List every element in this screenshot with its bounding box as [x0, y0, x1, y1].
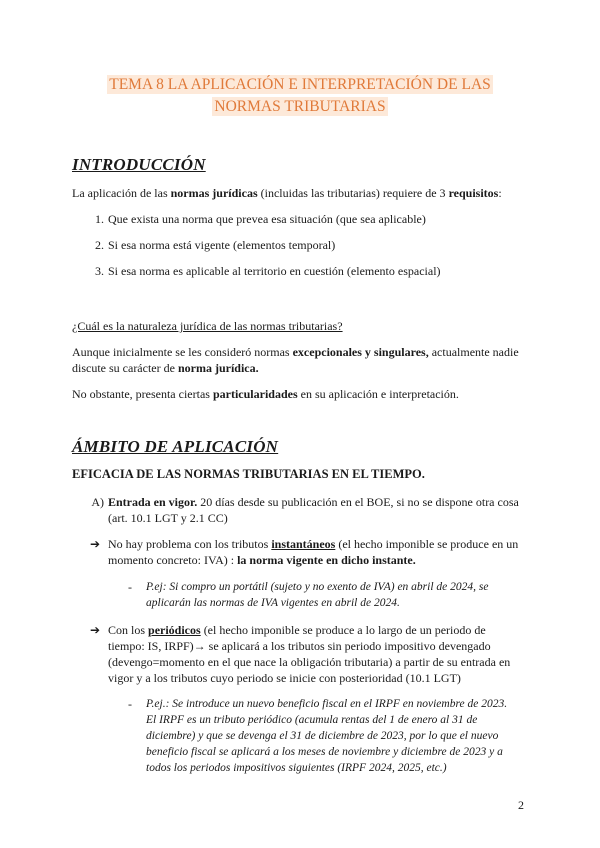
bullet-instantaneos: No hay problema con los tributos instantáneos (el hecho imponible se produce en un momento concreto: IVA) : la norma vigente en dicho instante. [108, 537, 519, 567]
answer-paragraph: Aunque inicialmente se les consideró normas excepcionales y singulares, actualmente nadie discute su carácter de norma jurídica. [72, 345, 519, 375]
arrow-bullet-icon: ➔ [90, 537, 101, 551]
page-number: 2 [518, 798, 524, 812]
ambito-heading: ÁMBITO DE APLICACIÓN [72, 437, 279, 456]
example-1: P.ej: Si compro un portátil (sujeto y no exento de IVA) en abril de 2024, se aplicarán las normas de IVA vigentes en abril de 2024. [146, 581, 489, 609]
dash-bullet: - [128, 580, 132, 594]
title-line-2: NORMAS TRIBUTARIAS [214, 98, 386, 115]
document-page: TEMA 8 LA APLICACIÓN E INTERPRETACIÓN DE LAS NORMAS TRIBUTARIAS INTRODUCCIÓN La aplicación de las normas jurídicas (incluidas las tributarias) requiere de 3 requisitos: 1. Que exista una norma que prevea esa situación (que sea aplicable) 2. Si esa norma está vigente (elementos temporal) 3. Si esa norma es aplicable al territorio en cuestión (elemento espacial) ¿Cuál es la naturaleza jurídica de las normas tributarias? Aunque inicialmente se les consideró normas excepcionales y singulares, actualmente nadie discute su carácter de norma jurídica. No obstante, presenta ciertas particularidades en su aplicación e interpretación. ÁMBITO DE APLICACIÓN EFICACIA DE LAS NORMAS TRIBUTARIAS EN EL TIEMPO. A) Entrada en vigor. 20 días desde su publicación en el BOE, si no se dispone otra cosa (art. 10.1 LGT y 2.1 CC) ➔ No hay problema con los tributos instantáneos (el hecho imponible se produce en un momento concreto: IVA) : la norma vigente en dicho instante. - P.ej: Si compro un portátil (sujeto y no exento de IVA) en abril de 2024, se aplicarán las normas de IVA vigentes en abril de 2024. ➔ Con los periódicos (el hecho imponible se produce a lo largo de un periodo de tiempo: IS, IRPF)→ se aplicará a los tributos sin periodo impositivo devengado (devengo=momento en el que nace la obligación tributaria) a partir de su entrada en vigor y a los tributos cuyo periodo se inicie con posterioridad (10.1 LGT) - P.ej.: Se introduce un nuevo beneficio fiscal en el IRPF en noviembre de 2023. El IRPF es un tributo periódico (acumula rentas del 1 de enero al 31 de diciembre) y que se devenga el 31 de diciembre de 2023, por lo que el nuevo beneficio fiscal se aplicará a los meses de noviembre y diciembre de 2023 y a todos los periodos impositivos siguientes (IRPF 2024, 2025, etc.) 2 [0, 0, 600, 848]
bullet-periodicos: Con los periódicos (el hecho imponible se produce a lo largo de un periodo de tiempo: IS, IRPF)→ se aplicará a los tributos sin periodo impositivo devengado (devengo=momento en el que nace la obligación tributaria) a partir de su entrada en vigor y a los tributos cuyo periodo se inicie con posterioridad (10.1 LGT) [108, 623, 511, 685]
title-line-1: TEMA 8 LA APLICACIÓN E INTERPRETACIÓN DE LAS [109, 76, 491, 93]
document-title [60, 74, 540, 118]
arrow-bullet-icon: ➔ [90, 623, 101, 637]
question-heading: ¿Cuál es la naturaleza jurídica de las normas tributarias? [72, 319, 343, 333]
intro-heading: INTRODUCCIÓN [72, 155, 206, 174]
eficacia-subheading: EFICACIA DE LAS NORMAS TRIBUTARIAS EN EL TIEMPO. [72, 467, 425, 481]
intro-paragraph: La aplicación de las normas jurídicas (incluidas las tributarias) requiere de 3 requisitos: [72, 186, 502, 200]
example-2: P.ej.: Se introduce un nuevo beneficio fiscal en el IRPF en noviembre de 2023. El IRPF es un tributo periódico (acumula rentas del 1 de enero al 31 de diciembre) y que se devenga el 31 de diciembre de 2023, por lo que el nuevo beneficio fiscal se aplicará a los meses de noviembre y diciembre de 2023 y a todos los periodos impositivos siguientes (IRPF 2024, 2025, etc.) [146, 698, 508, 774]
dash-bullet: - [128, 697, 132, 711]
note-paragraph: No obstante, presenta ciertas particularidades en su aplicación e interpretación. [72, 387, 459, 401]
